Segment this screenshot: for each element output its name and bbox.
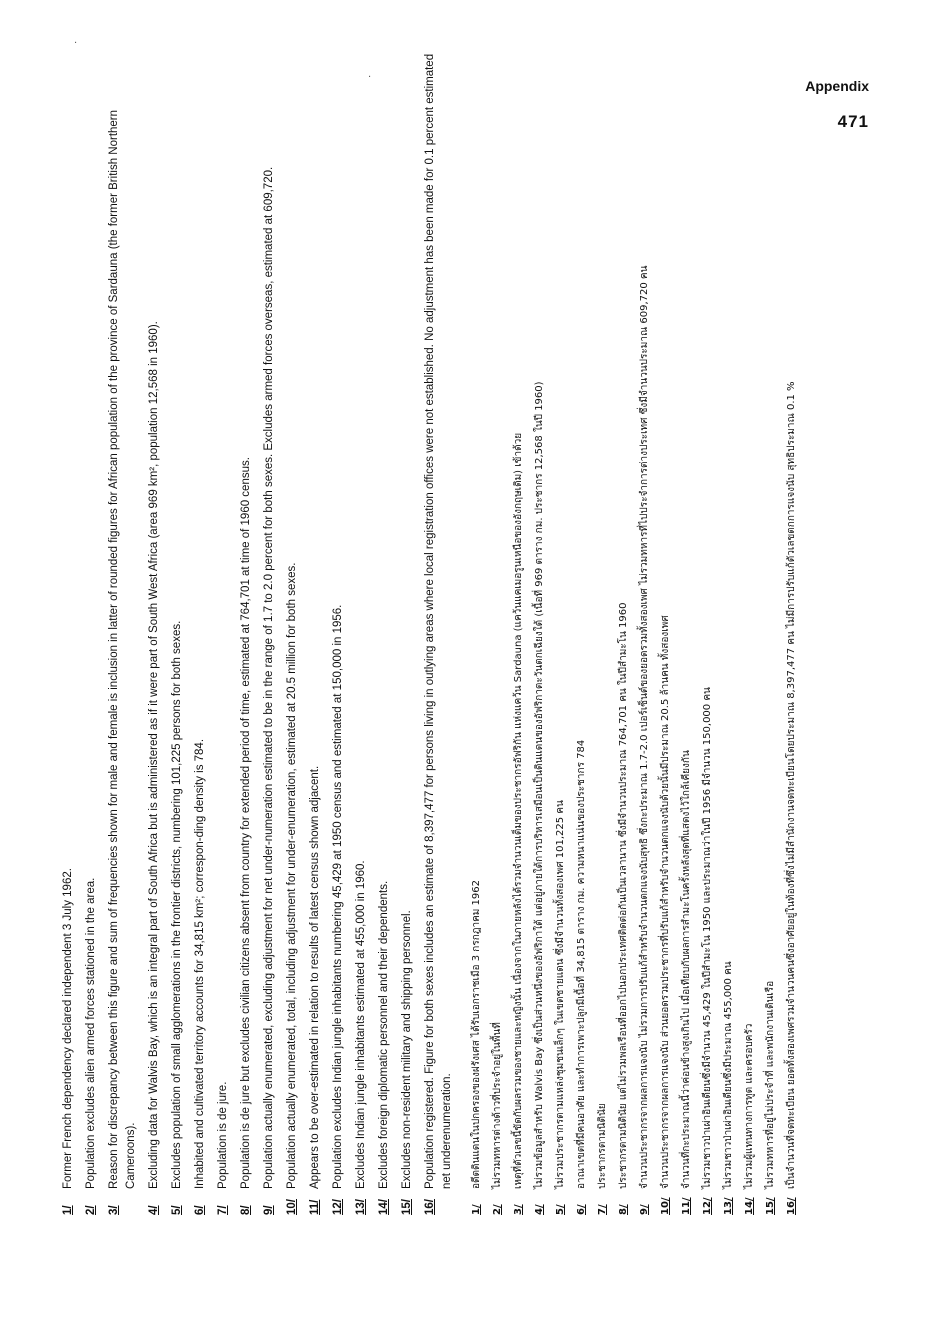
footnote (785, 45, 799, 1215)
footnote-text: จำนวนประชากรจากผลการแจงนับ ส่วนยอดรวมประชากรที่ปรับแก้สำหรับจำนวนตกแจงนับด้วยนั้นมีประมาณ 20.5 ล้านคน ทั้งสองเพศ (660, 615, 671, 1189)
footnote (399, 45, 416, 1215)
footnote (596, 45, 610, 1215)
footnote (470, 45, 484, 1215)
footnote-number: 1/ (471, 1204, 482, 1215)
footnote (743, 45, 757, 1215)
footnote-text: Excludes non-resident military and shipping personnel. (401, 910, 413, 1189)
footnote (554, 45, 568, 1215)
footnote (238, 45, 255, 1215)
footnote-number: 4/ (148, 1205, 160, 1215)
footnote-number: 9/ (263, 1205, 275, 1215)
footnote (261, 45, 278, 1215)
footnote-text: จำนวนประชากรจากผลการแจงนับ ไม่รวมการปรับแก้สำหรับจำนวนตกแจงนับสุทธิ ซึ่งกะประมาณ 1.7-2.0 เปอร์เซ็นต์ของยอดรวมทั้งสองเพศ ไม่รวมทหารที่ไปประจำการต่างประเทศ ซึ่งมีจำนวนประมาณ 609,720 คน (639, 265, 650, 1189)
footnote-text: ประชากรตามนิตินัย (597, 1103, 608, 1189)
footnote (307, 45, 324, 1215)
footnote (680, 45, 694, 1215)
footnote-number: 15/ (401, 1199, 413, 1215)
footnote-number: 14/ (378, 1199, 390, 1215)
footnote-text: Population actually enumerated, excluding adjustment for net under-numeration estimated to be in the range of 1.7 to 2.0 percent for both sexes. Excludes armed forces overseas, estimated at 609,720. (263, 166, 275, 1189)
footnote-number: 7/ (217, 1205, 229, 1215)
footnote (330, 45, 347, 1215)
footnote-number: 4/ (534, 1204, 545, 1215)
footnote-number: 11/ (309, 1199, 321, 1215)
footnote-text: ประชากรตามนิตินัย แต่ไม่รวมพลเรือนที่ออกไปนอกประเทศติดต่อกันเป็นเวลานาน ซึ่งมีจำนวนประมาณ 764,701 คน ในปีสำมะโน 1960 (618, 602, 629, 1189)
section-label: Appendix (805, 78, 869, 94)
footnote-text: Population actually enumerated, total, including adjustment for under-enumeration, estimated at 20.5 million for both sexes. (286, 562, 298, 1189)
footnote-number: 9/ (639, 1204, 650, 1215)
footnote-number: 10/ (286, 1199, 298, 1215)
footnote (60, 45, 77, 1215)
footnote-text: เหตุที่ตัวเลขนี้ขัดกับผลรวมของชายและหญิงนั้น เนื่องจากในภายหลังได้รวมจำนวนเต็มของประชากรอัฟริกัน แห่งแคว้น Sardauna (แคว้นแคเมอรูนเหนือของอังกฤษเดิม) เข้าด้วย (513, 432, 524, 1189)
footnote-text: Population excludes Indian jungle inhabitants numbering 45,429 at 1950 census and estimated at 150,000 in 1956. (332, 604, 344, 1189)
page-header (805, 78, 869, 132)
footnote (422, 45, 455, 1215)
footnote-number: 7/ (597, 1204, 608, 1215)
footnote-text: Excludes population of small agglomerations in the frontier districts, numbering 101,225 persons for both sexes. (171, 620, 183, 1189)
footnote (638, 45, 652, 1215)
footnote-number: 6/ (194, 1205, 206, 1215)
scan-speck: · (368, 72, 372, 83)
thai-footnotes (470, 45, 810, 1215)
footnote-text: ไม่รวมทหารต่างด้าวที่ประจำอยู่ในพื้นที่ (492, 1022, 503, 1189)
footnote-text: เป็นจำนวนที่จดทะเบียน ยอดทั้งสองเพศรวมจำนวนคนซึ่งอาศัยอยู่ในท้องที่ซึ่งไม่มีสำนักงานจดทะเบียนโดยประมาณ 8,397,477 คน ไม่มีการปรับแก้ตัวเลขตกการแจงนับ สุทธิประมาณ 0.1 % (786, 381, 797, 1189)
footnote-number: 8/ (618, 1204, 629, 1215)
footnote (617, 45, 631, 1215)
footnote (169, 45, 186, 1215)
scan-speck: · (74, 38, 78, 49)
footnote-number: 11/ (681, 1197, 692, 1215)
footnote-number: 12/ (332, 1199, 344, 1215)
footnote-text: Excludes foreign diplomatic personnel and their dependents. (378, 880, 390, 1189)
footnote (83, 45, 100, 1215)
footnote-number: 1/ (62, 1205, 74, 1215)
footnote-text: ไม่รวมผู้แทนทางการทูต และครอบครัว (744, 1023, 755, 1189)
footnote-text: Excludes Indian jungle inhabitants estimated at 455,000 in 1960. (355, 860, 367, 1189)
footnote (533, 45, 547, 1215)
footnote (491, 45, 505, 1215)
footnote-text: Population is de jure but excludes civilian citizens absent from country for extended period of time, estimated at 764,701 at time of 1960 census. (240, 457, 252, 1189)
footnote-number: 6/ (576, 1204, 587, 1215)
footnote-text: Population excludes alien armed forces stationed in the area. (85, 877, 97, 1189)
footnote-text: ไม่รวมข้อมูลสำหรับ Walvis Bay ซึ่งเป็นส่วนหนึ่งของอัฟริกาใต้ แต่อยู่ภายใต้การบริหารเสมือนเป็นดินแดนของอัฟริกาตะวันตกเฉียงใต้ (เนื้อที่ 969 ตาราง กม. ประชากร 12,568 ในปี 1960) (534, 381, 545, 1189)
footnote-number: 10/ (660, 1197, 671, 1215)
footnote-number: 3/ (513, 1204, 524, 1215)
footnote-number: 5/ (555, 1204, 566, 1215)
footnote-text: Population is de jure. (217, 1081, 229, 1189)
footnote (106, 45, 140, 1215)
footnote (376, 45, 393, 1215)
footnote-text: ไม่รวมชาวป่าเผ่าอินเดียนซึ่งมีจำนวน 45,429 ในปีสำมะโน 1950 และประมาณว่าในปี 1956 มีจำนวน 150,000 คน (702, 687, 713, 1189)
footnote (512, 45, 526, 1215)
footnote-text: Reason for discrepancy between this figure and sum of frequencies shown for male and female is inclusion in latter of rounded figures for African population of the province of Sardauna (the former British Northern Cameroons). (108, 109, 137, 1189)
footnote-number: 13/ (355, 1199, 367, 1215)
footnote-number: 3/ (108, 1205, 120, 1215)
english-footnotes (60, 45, 455, 1215)
footnote (575, 45, 589, 1215)
footnote (215, 45, 232, 1215)
footnote-number: 12/ (702, 1197, 713, 1215)
footnote-number: 16/ (786, 1197, 797, 1215)
footnote (353, 45, 370, 1215)
footnote (284, 45, 301, 1215)
footnote-text: Excluding data for Walvis Bay, which is an integral part of South Africa but is administered as if it were part of South West Africa (area 969 km², population 12,568 in 1960). (148, 321, 160, 1189)
footnote-text: Former French dependency declared independent 3 July 1962. (62, 868, 74, 1189)
footnote-text: Inhabited and cultivated territory accounts for 34,815 km²; correspon-ding density is 784. (194, 738, 206, 1189)
footnote-text: Appears to be over-estimated in relation to results of latest census shown adjacent. (309, 765, 321, 1189)
footnote-number: 5/ (171, 1205, 183, 1215)
footnote-text: ไม่รวมประชากรตามแหล่งชุมชนเล็กๆ ในเขตชายแดน ซึ่งมีจำนวนทั้งสองเพศ 101,225 คน (555, 800, 566, 1189)
footnote-text: อดีตดินแดนในปกครองของฝรั่งเศส ได้รับเอกราชเมื่อ 3 กรกฎาคม 1962 (471, 879, 482, 1189)
footnote-number: 16/ (424, 1199, 436, 1215)
footnote (146, 45, 163, 1215)
footnote-number: 2/ (492, 1204, 503, 1215)
footnote-text: จำนวนที่กะประมาณนี้ว่าค่อนข้างสูงเกินไป เมื่อเทียบกับผลการสำมะโนครั้งหลังสุดที่แสดงไว้ใกล้เคียงกัน (681, 750, 692, 1189)
footnote (659, 45, 673, 1215)
footnote-number: 2/ (85, 1205, 97, 1215)
footnote-text: ไม่รวมทหารที่อยู่ไม่ประจำที่ และพนักงานเดินเรือ (765, 980, 776, 1189)
footnote (192, 45, 209, 1215)
page-number: 471 (837, 112, 869, 131)
footnote-text: ไม่รวมชาวป่าเผ่าอินเดียนซึ่งมีประมาณ 455,000 คน (723, 961, 734, 1189)
footnote (701, 45, 715, 1215)
rotated-footnotes (60, 45, 810, 1215)
footnote-text: Population registered. Figure for both sexes includes an estimate of 8,397,477 for persons living in outlying areas where local registration offices were not established. No adjustment has been made for 0.1 percent estimated net underenumeration. (424, 53, 453, 1189)
footnote-text: อาณาเขตที่มีคนอาศัย และทำการเพาะปลูกมีเนื้อที่ 34,815 ตาราง กม. ความหนาแน่นของประชากร 784 (576, 739, 587, 1189)
footnote-number: 8/ (240, 1205, 252, 1215)
footnote (722, 45, 736, 1215)
footnote (764, 45, 778, 1215)
footnote-number: 13/ (723, 1197, 734, 1215)
footnote-number: 14/ (744, 1197, 755, 1215)
footnote-number: 15/ (765, 1197, 776, 1215)
